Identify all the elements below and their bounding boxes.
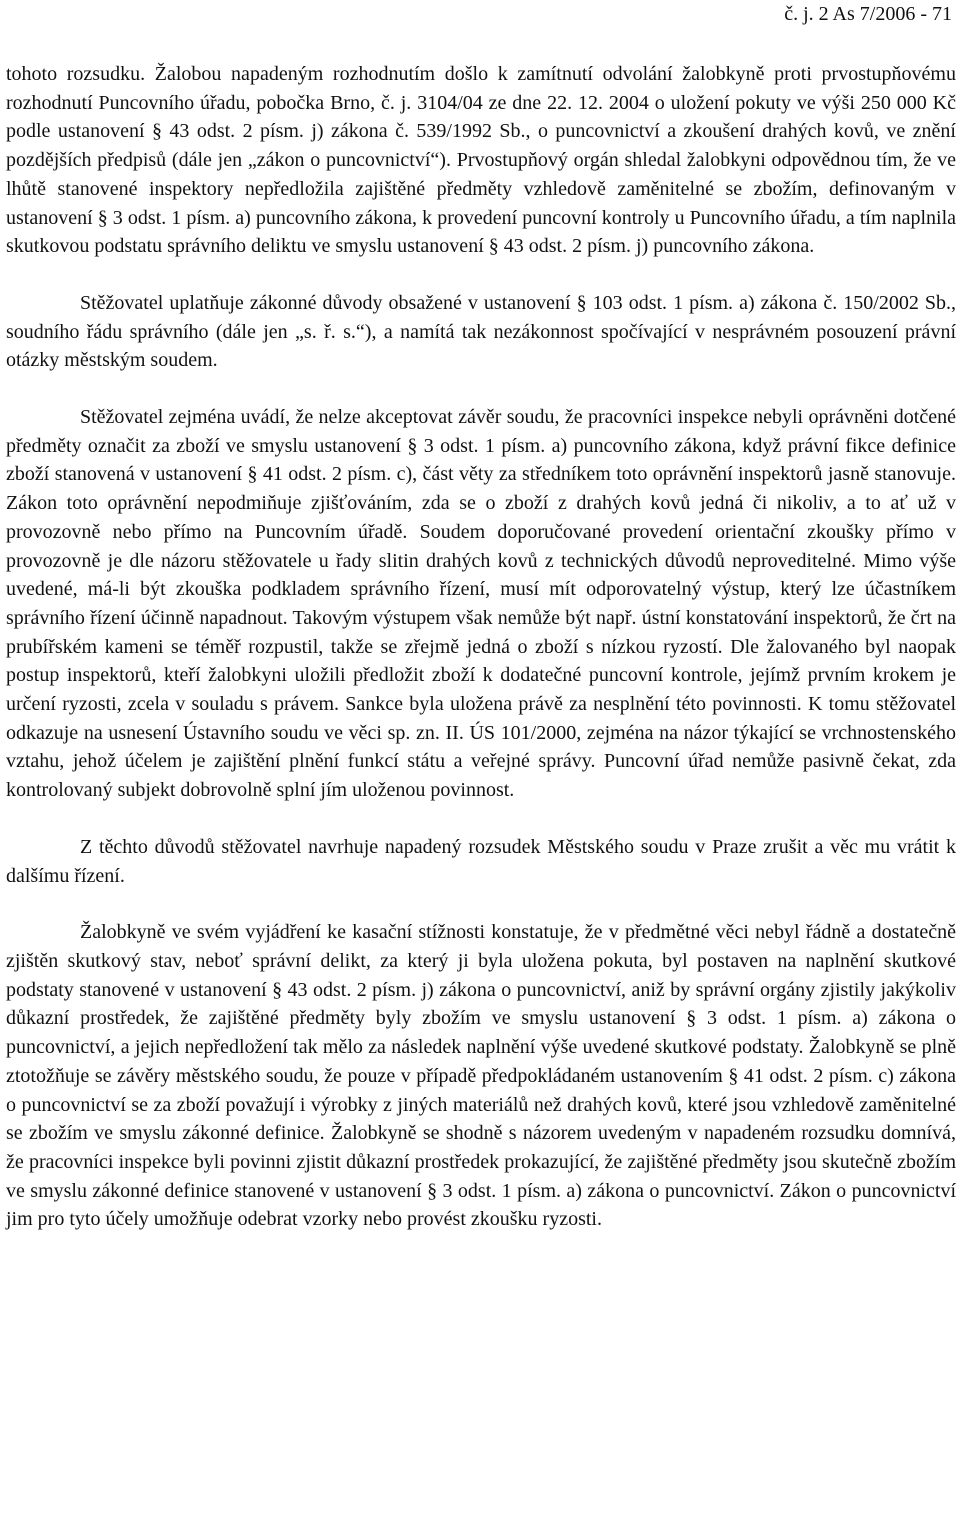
paragraph-appeal-grounds: Stěžovatel uplatňuje zákonné důvody obsažené v ustanovení § 103 odst. 1 písm. a) zákona č. 150/2002 Sb., soudního řádu správního (dále jen „s. ř. s.“), a namítá tak nezákonnost spočívající v nesprávném posouzení právní otázky městským soudem. xyxy=(6,291,956,372)
paragraph-appellant-arguments: Stěžovatel zejména uvádí, že nelze akceptovat závěr soudu, že pracovníci inspekce nebyli oprávněni dotčené předměty označit za zboží ve smyslu ustanovení § 3 odst. 1 písm. a) puncovního zákona, když právní fikce definice zboží stanovená v ustanovení § 41 odst. 2 písm. c), část věty za středníkem toto oprávnění inspektorů jasně stanovuje. Zákon toto oprávnění nepodmiňuje zjišťováním, zda se o zboží z drahých kovů jedná či nikoliv, a to ať už v provozovně nebo přímo na Puncovním úřadě. Soudem doporučované provedení orientační zkoušky přímo v provozovně je dle názoru stěžovatele u řady slitin drahých kovů z technických důvodů neproveditelné. Mimo výše uvedené, má-li být zkouška podkladem správního řízení, musí mít odporovatelný výstup, který lze účastníkem správního řízení účinně napadnout. Takovým výstupem však nemůže být např. ústní konstatování inspektorů, že črt na prubířském kameni se téměř rozpustil, takže se zřejmě jedná o zboží s nízkou ryzostí. Dle žalovaného byl naopak postup inspektorů, kteří žalobkyni uložili předložit zboží k dodatečné puncovní kontrole, jejímž prvním krokem je určení ryzosti, zcela v souladu s právem. Sankce byla uložena právě za nesplnění této povinnosti. K tomu stěžovatel odkazuje na usnesení Ústavního soudu ve věci sp. zn. II. ÚS 101/2000, zejména na názor týkající se vrchnostenského vztahu, jehož účelem je zajištění plnění funkcí státu a veřejné správy. Puncovní úřad nemůže pasivně čekat, zda kontrolovaný subjekt dobrovolně splní jím uloženou povinnost. xyxy=(6,406,956,802)
paragraph-plaintiff-response: Žalobkyně ve svém vyjádření ke kasační stížnosti konstatuje, že v předmětné věci nebyl řádně a dostatečně zjištěn skutkový stav, neboť správní delikt, za který ji byla uložena pokuta, byl postaven na naplnění skutkové podstaty stanovené v ustanovení § 43 odst. 2 písm. j) zákona o puncovnictví, aniž by správní orgány zjistily jakýkoliv důkazní prostředek, že zajištěné předměty byly zbožím ve smyslu ustanovení § 3 odst. 1 písm. a) zákona o puncovnictví, a jejich nepředložení tak mělo za následek naplnění výše uvedené skutkové podstaty. Žalobkyně se plně ztotožňuje se závěry městského soudu, že pouze v případě předpokládaném ustanovením § 41 odst. 2 písm. c) zákona o puncovnictví se za zboží považují i výrobky z jiných materiálů než drahých kovů, které jsou vzhledově zaměnitelné se zbožím ve smyslu zákonné definice. Žalobkyně se shodně s názorem uvedeným v napadeném rozsudku domnívá, že pracovníci inspekce byli povinni zjistit důkazní prostředek prokazující, že zajištěné předměty jsou skutečně zbožím ve smyslu zákonné definice stanovené v ustanovení § 3 odst. 1 písm. a) zákona o puncovnictví. Zákon o puncovnictví jim pro tyto účely umožňuje odebrat vzorky nebo provést zkoušku ryzosti. xyxy=(6,921,956,1231)
case-reference: č. j. 2 As 7/2006 - 71 xyxy=(784,3,952,25)
document-body xyxy=(6,60,956,1234)
paragraph-appellant-proposal: Z těchto důvodů stěžovatel navrhuje napadený rozsudek Městského soudu v Praze zrušit a věc mu vrátit k dalšímu řízení. xyxy=(6,835,956,887)
paragraph-continuation: tohoto rozsudku. Žalobou napadeným rozhodnutím došlo k zamítnutí odvolání žalobkyně proti prvostupňovému rozhodnutí Puncovního úřadu, pobočka Brno, č. j. 3104/04 ze dne 22. 12. 2004 o uložení pokuty ve výši 250 000 Kč podle ustanovení § 43 odst. 2 písm. j) zákona č. 539/1992 Sb., o puncovnictví a zkoušení drahých kovů, ve znění pozdějších předpisů (dále jen „zákon o puncovnictví“). Prvostupňový orgán shledal žalobkyni odpovědnou tím, že ve lhůtě stanovené inspektory nepředložila zajištěné předměty vzhledově zaměnitelné se zbožím, definovaným v ustanovení § 3 odst. 1 písm. a) puncovního zákona, k provedení puncovní kontroly u Puncovního úřadu, a tím naplnila skutkovou podstatu správního deliktu ve smyslu ustanovení § 43 odst. 2 písm. j) puncovního zákona. xyxy=(6,63,956,258)
